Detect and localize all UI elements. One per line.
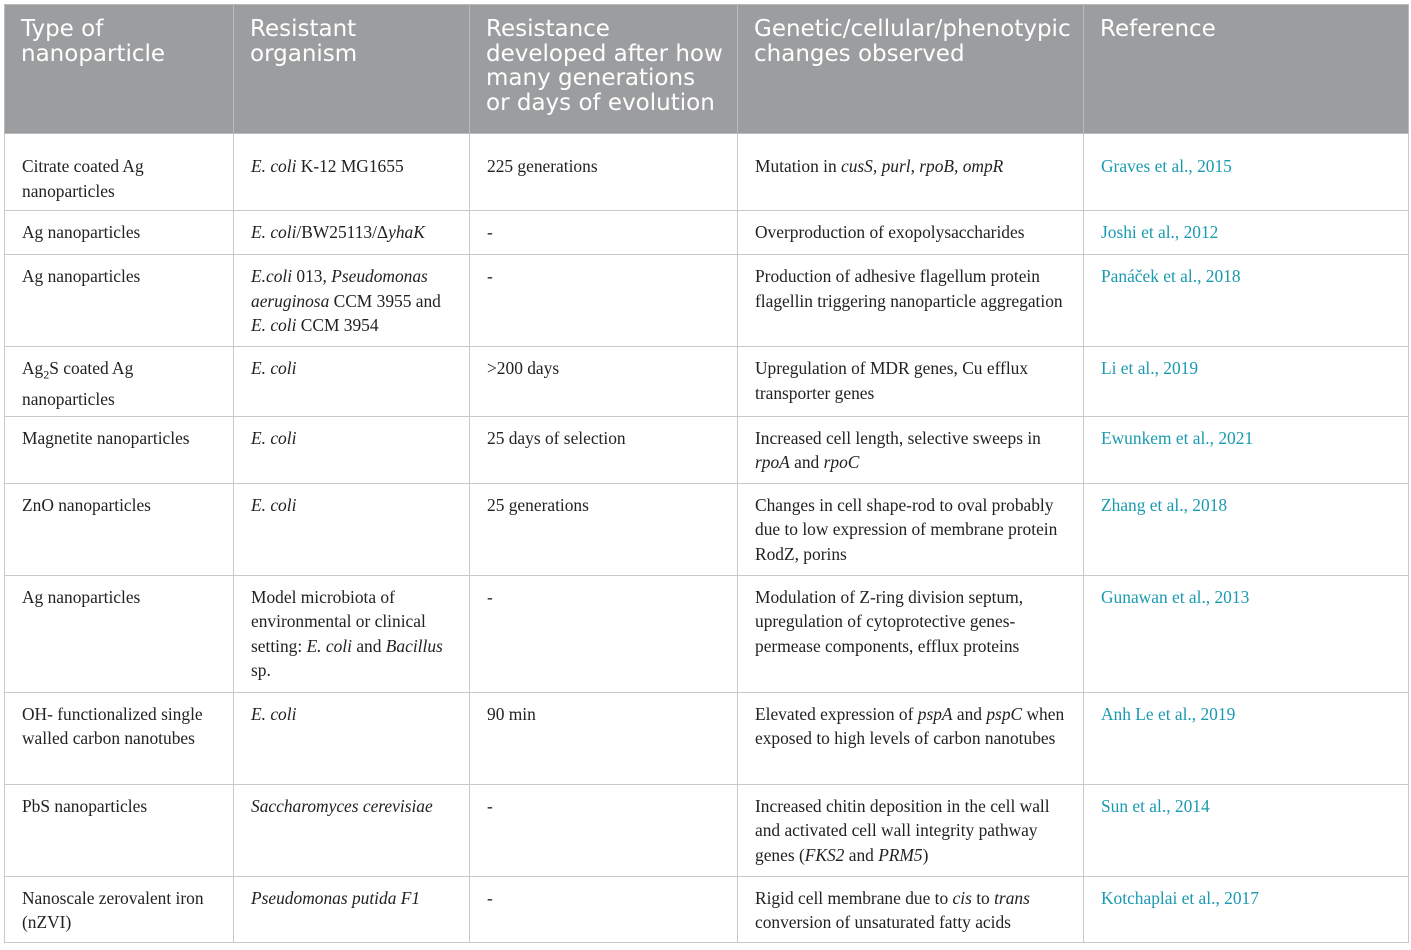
- cell-resistant-organism: E. coli K-12 MG1655: [234, 134, 470, 211]
- cell-nanoparticle-type: Ag nanoparticles: [5, 575, 234, 692]
- reference-link[interactable]: Li et al., 2019: [1084, 347, 1409, 417]
- cell-nanoparticle-type: OH- functionalized single walled carbon nanotubes: [5, 692, 234, 784]
- table-row: [5, 876, 1409, 942]
- table-row: [5, 134, 1409, 211]
- table-row: [5, 784, 1409, 876]
- cell-duration: -: [470, 784, 738, 876]
- table-row: [5, 255, 1409, 347]
- cell-duration: 90 min: [470, 692, 738, 784]
- cell-resistant-organism: E. coli: [234, 416, 470, 483]
- cell-changes: Upregulation of MDR genes, Cu efflux transporter genes: [738, 347, 1084, 417]
- table-row: [5, 483, 1409, 575]
- reference-link[interactable]: Zhang et al., 2018: [1084, 483, 1409, 575]
- header-reference: Reference: [1084, 5, 1409, 134]
- header-resistant-organism: Resistant organism: [234, 5, 470, 134]
- cell-nanoparticle-type: Citrate coated Ag nanoparticles: [5, 134, 234, 211]
- nanoparticle-resistance-table: [4, 4, 1409, 943]
- cell-resistant-organism: E. coli: [234, 483, 470, 575]
- table-row: [5, 416, 1409, 483]
- cell-nanoparticle-type: ZnO nanoparticles: [5, 483, 234, 575]
- cell-duration: -: [470, 876, 738, 942]
- cell-resistant-organism: E.coli 013, Pseudomonas aeruginosa CCM 3955 and E. coli CCM 3954: [234, 255, 470, 347]
- table-row: [5, 575, 1409, 692]
- cell-duration: -: [470, 575, 738, 692]
- cell-resistant-organism: E. coli/BW25113/ΔyhaK: [234, 211, 470, 255]
- cell-duration: >200 days: [470, 347, 738, 417]
- reference-link[interactable]: Sun et al., 2014: [1084, 784, 1409, 876]
- reference-link[interactable]: Ewunkem et al., 2021: [1084, 416, 1409, 483]
- cell-changes: Elevated expression of pspA and pspC when exposed to high levels of carbon nanotubes: [738, 692, 1084, 784]
- header-row: [5, 5, 1409, 134]
- cell-changes: Mutation in cusS, purl, rpoB, ompR: [738, 134, 1084, 211]
- cell-changes: Production of adhesive flagellum protein flagellin triggering nanoparticle aggregation: [738, 255, 1084, 347]
- reference-link[interactable]: Panáček et al., 2018: [1084, 255, 1409, 347]
- cell-resistant-organism: E. coli: [234, 692, 470, 784]
- cell-nanoparticle-type: Magnetite nanoparticles: [5, 416, 234, 483]
- header-type-of-nanoparticle: Type of nanoparticle: [5, 5, 234, 134]
- cell-resistant-organism: E. coli: [234, 347, 470, 417]
- cell-duration: 25 generations: [470, 483, 738, 575]
- cell-resistant-organism: Pseudomonas putida F1: [234, 876, 470, 942]
- header-changes-observed: Genetic/cellular/phenotypic changes observed: [738, 5, 1084, 134]
- cell-nanoparticle-type: Nanoscale zerovalent iron (nZVI): [5, 876, 234, 942]
- cell-duration: -: [470, 211, 738, 255]
- reference-link[interactable]: Gunawan et al., 2013: [1084, 575, 1409, 692]
- cell-resistant-organism: Model microbiota of environmental or clinical setting: E. coli and Bacillus sp.: [234, 575, 470, 692]
- cell-duration: -: [470, 255, 738, 347]
- cell-changes: Rigid cell membrane due to cis to trans conversion of unsaturated fatty acids: [738, 876, 1084, 942]
- cell-nanoparticle-type: $Ag_2S$ coated Ag nanoparticles: [5, 347, 234, 417]
- cell-changes: Increased chitin deposition in the cell wall and activated cell wall integrity pathway genes (FKS2 and PRM5): [738, 784, 1084, 876]
- reference-link[interactable]: Graves et al., 2015: [1084, 134, 1409, 211]
- cell-changes: Overproduction of exopolysaccharides: [738, 211, 1084, 255]
- cell-nanoparticle-type: Ag nanoparticles: [5, 255, 234, 347]
- cell-nanoparticle-type: PbS nanoparticles: [5, 784, 234, 876]
- cell-changes: Increased cell length, selective sweeps in rpoA and rpoC: [738, 416, 1084, 483]
- reference-link[interactable]: Anh Le et al., 2019: [1084, 692, 1409, 784]
- cell-nanoparticle-type: Ag nanoparticles: [5, 211, 234, 255]
- table-row: [5, 692, 1409, 784]
- table-row: [5, 211, 1409, 255]
- cell-resistant-organism: Saccharomyces cerevisiae: [234, 784, 470, 876]
- cell-changes: Changes in cell shape-rod to oval probably due to low expression of membrane protein RodZ, porins: [738, 483, 1084, 575]
- table-row: [5, 347, 1409, 417]
- cell-changes: Modulation of Z-ring division septum, upregulation of cytoprotective genes-permease components, efflux proteins: [738, 575, 1084, 692]
- cell-duration: 225 generations: [470, 134, 738, 211]
- reference-link[interactable]: Kotchaplai et al., 2017: [1084, 876, 1409, 942]
- cell-duration: 25 days of selection: [470, 416, 738, 483]
- header-resistance-duration: Resistance developed after how many generations or days of evolution: [470, 5, 738, 134]
- reference-link[interactable]: Joshi et al., 2012: [1084, 211, 1409, 255]
